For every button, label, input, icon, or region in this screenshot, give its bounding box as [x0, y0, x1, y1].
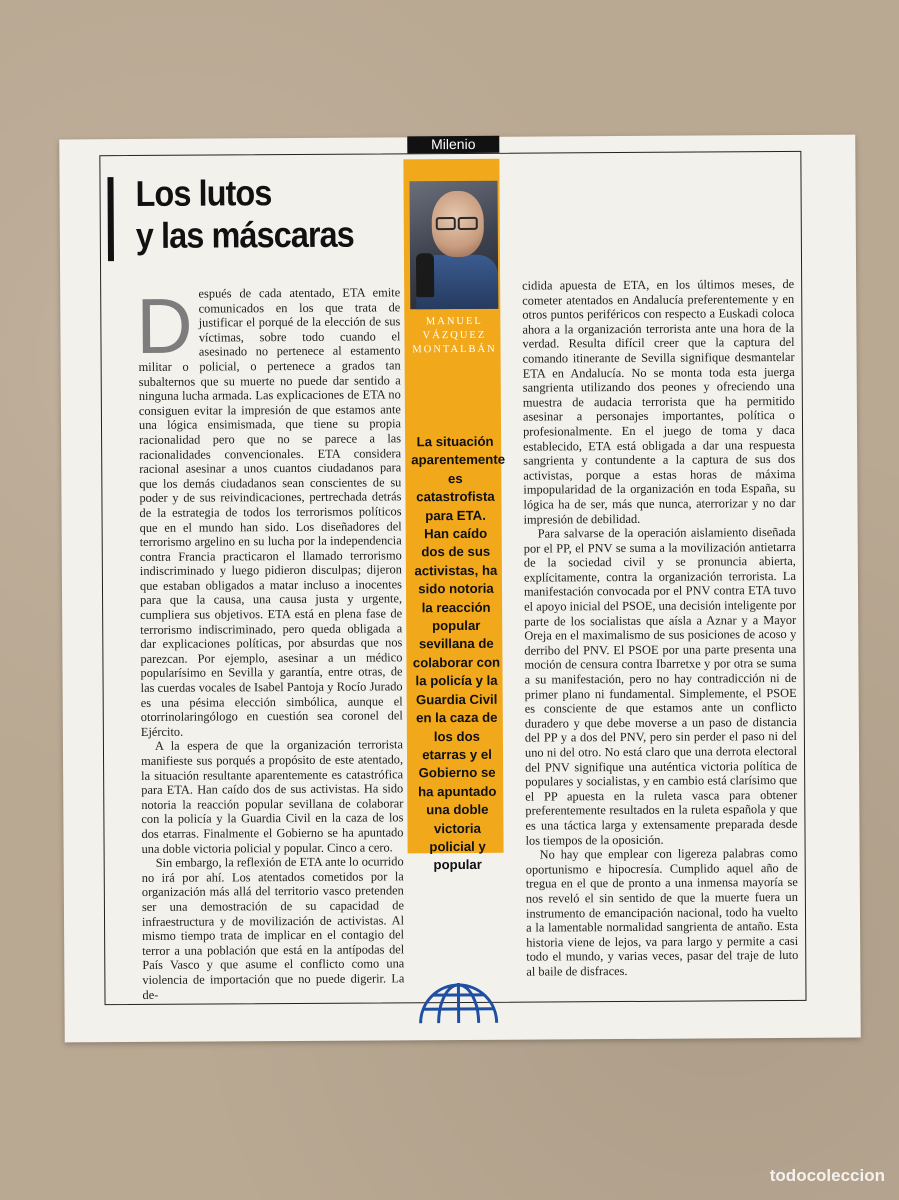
paragraph: No hay que emplear con ligereza palabras como oportunismo e hipocresía. Cumplido aquel año de tregua en el que de pronto a una inmensa mayoría se nos reveló el sin sentido de que la muerte fuera un instrumento de emancipación nacional, todo ha vuelto a la lamentable normalidad sangrienta de antaño. Esta historia viene de lejos, va para largo y permite a casi todo el mundo, y varias veces, pasar del traje de luto al baile de disfraces.: [525, 846, 799, 979]
magazine-page: [59, 135, 861, 1043]
author-byline: [410, 315, 498, 358]
photo-glasses: [436, 217, 480, 227]
paragraph-text: espués de cada atentado, ETA emite comunicados en los que trata de justificar el porqué de la elección de sus víctimas, sobre todo cuando el asesinado no pertenece al estamento militar o policial, o pertenece a grados tan subalternos que su muerte no puede dar sentido a ninguna lucha armada. Las explicaciones de ETA no consiguen evitar la impresión de que estamos ante una lógica ensimismada, que tiene su propia racionalidad pero que no se parece a las racionalidades convencionales. ETA considera racional asesinar a unos cuantos ciudadanos para que los demás ciudadanos sean conscientes de su poder y de sus reivindicaciones, pertrechada detrás de la estrategia de todos los terrorismos políticos que en el mundo han sido. Los diseñadores del terrorismo argelino en su lucha por la independencia contra Francia practicaron el llamado terrorismo indiscriminado y luego pidieron disculpas; dijeron que estaban obligados a matar incluso a inocentes para que la causa, una causa justa y urgente, cumpliera sus objetivos. ETA está en plena fase de terrorismo indiscriminado, pero queda obligada a dar explicaciones políticas, por absurdas que nos parezcan. Por ejemplo, asesinar a un médico popularísimo en Sevilla y garantía, entre otras, de las cuerdas vocales de Isabel Pantoja y Rocío Jurado es una pésima elección simbólica, aunque el otorrinolaringólogo en cuestión sea coronel del Ejército.: [138, 285, 403, 739]
globe-logo-icon: [416, 983, 500, 1028]
headline-line-2: y las máscaras: [135, 213, 354, 256]
drop-cap: D: [136, 281, 194, 370]
article-column-2: [522, 276, 799, 979]
author-line-1: MANUEL: [425, 315, 483, 328]
article-column-1: [136, 281, 405, 1002]
headline-line-1: Los lutos: [135, 172, 272, 214]
watermark: todocoleccion: [769, 1166, 885, 1185]
photo-figurine: [416, 253, 434, 297]
paragraph: A la espera de que la organización terrorista manifieste sus porqués a propósito de este atentado, la situación resultante aparentemente es catastrófica para ETA. Han caído dos de sus activistas. Ha sido notoria la reacción popular sevillana de colaborar con la policía y la Guardia Civil en la caza de los dos etarras. Finalmente el Gobierno se ha apuntado una doble victoria policial y popular. Cinco a cero.: [141, 737, 404, 856]
author-line-2: VÁZQUEZ: [422, 329, 487, 342]
title-rule: [107, 177, 114, 261]
author-line-3: MONTALBÁN: [412, 343, 497, 356]
paragraph: [136, 281, 403, 739]
paragraph: Sin embargo, la reflexión de ETA ante lo ocurrido no irá por ahí. Los atentados cometidos por la organización más allá del territorio vasco pretenden ser una demostración de su capacidad de infraestructura y de movilización de activistas. Al mismo tiempo trata de implicar en el contagio del terror a una población que está en la antípodas del País Vasco y que asume el conflicto como una violencia de importación que no puede digerir. La de-: [141, 854, 405, 1002]
pull-quote: La situación aparentemente es catastrofista para ETA. Han caído dos de sus activistas, ha sido notoria la reacción popular sevillana de colaborar con la policía y la Guardia Civil en la caza de los dos etarras y el Gobierno se ha apuntado una doble victoria policial y popular: [411, 433, 506, 873]
author-photo: [410, 181, 499, 310]
section-tab: Milenio: [407, 136, 499, 154]
paragraph: cidida apuesta de ETA, en los últimos meses, de cometer atentados en Andalucía preferentemente y en otros puntos periféricos con respecto a Euskadi coloca ahora a la organización terrorista ante una hora de la verdad. Resulta difícil creer que la captura del comando itinerante de Sevilla signifique desmantelar ETA en Andalucía. No se monta toda esta juerga sangrienta utilizando dos peones y ofreciendo una muestra de audacia terrorista que ha permitido asesinar a personajes importantes, política o profesionalmente. En el juego de toma y daca establecido, ETA está obligada a dar una respuesta sangrienta y contundente a la captura de sus dos activistas, porque a estas horas de máxima impopularidad de la organización en toda España, su lógica ha de ser, más que nunca, aterrorizar y no dar impresión de debilidad.: [522, 276, 796, 527]
headline: [135, 171, 397, 257]
paragraph: Para salvarse de la operación aislamiento diseñada por el PP, el PNV se suma a la movilización antietarra de la sociedad civil y se pronuncia abierta, explícitamente, contra la organización terrorista. La manifestación convocada por el PNV contra ETA tuvo el apoyo inicial del PSOE, una decisión inteligente por parte de los socialistas que aísla a Aznar y a Mayor Oreja en el maximalismo de sus posiciones de acoso y derribo del PNV. El PSOE por una parte presenta una moción de censura contra Ibarretxe y por otra se suma a su manifestación, pero no hay contradicción ni de primer plano ni fundamental. Simplemente, el PSOE es consciente de que estamos ante un conflicto duradero y que debe moverse a un paso de distancia del PP y a dos del PNV, pero sin perder el paso ni del uno ni del otro. No está claro que una derrota electoral del PNV signifique una auténtica victoria política de populares y socialistas, y en cambio está clarísimo que el PP apuesta en la ruleta vasca para obtener preferentemente resultados en la ruleta española y que es una táctica larga y extensamente preparada desde los tiempos de la oposición.: [523, 525, 798, 848]
